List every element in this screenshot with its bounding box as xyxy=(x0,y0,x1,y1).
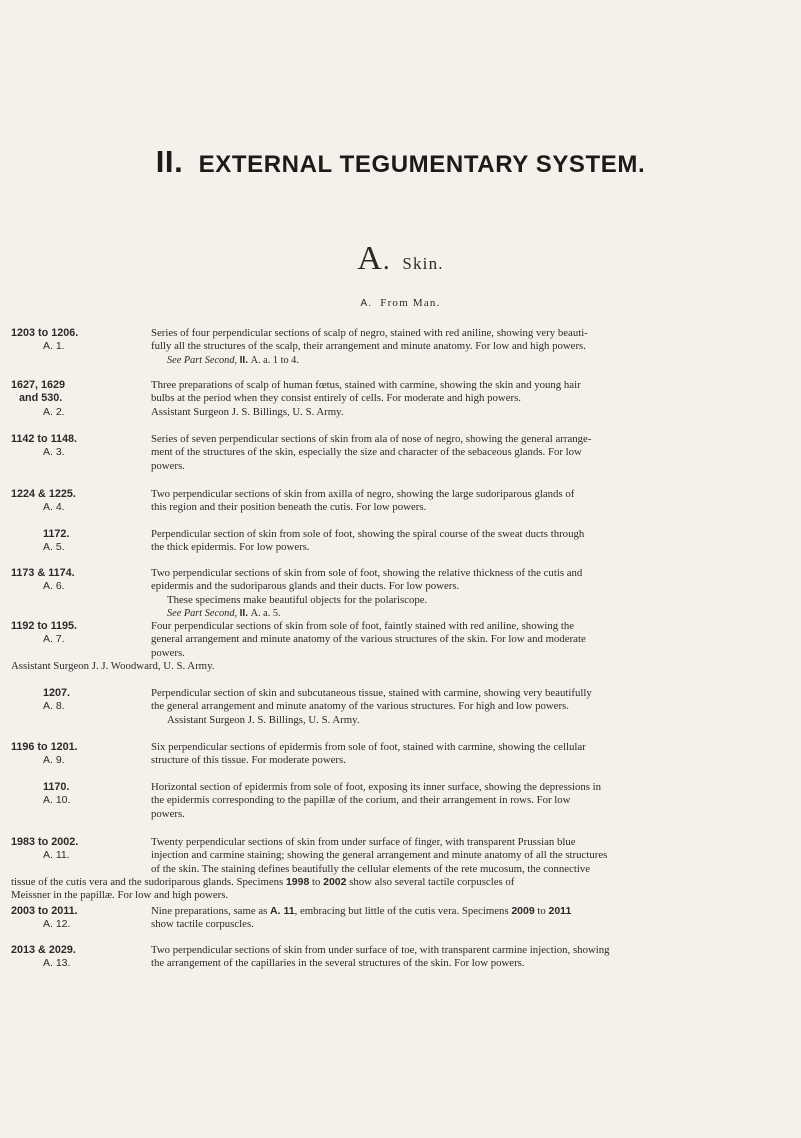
description-line: These specimens make beautiful objects for the polariscope. xyxy=(167,593,428,606)
entry-label xyxy=(11,528,151,555)
description-line: Six perpendicular sections of epidermis from sole of foot, stained with carmine, showing the cellular xyxy=(151,741,586,753)
specimen-ref: 1998 xyxy=(285,876,310,888)
catalogue-number: A. 6. xyxy=(43,580,65,593)
description-line: powers. xyxy=(151,646,185,659)
description-line: Two perpendicular sections of skin from under surface of toe, with transparent carmine injection, showing xyxy=(151,944,610,956)
entry-label xyxy=(11,781,151,808)
part-title xyxy=(0,144,801,180)
description-line: general arrangement and minute anatomy of the various structures of the skin. For low and moderate xyxy=(151,633,586,646)
specimen-numbers: and 530. xyxy=(19,392,63,405)
text-run: , embracing but little of the cutis vera. Specimens xyxy=(294,905,512,917)
specimen-numbers: 1172. xyxy=(43,528,70,540)
catalogue-number: A. 8. xyxy=(43,700,65,713)
entry-description xyxy=(151,944,787,971)
description-line: powers. xyxy=(151,459,185,472)
description-line: powers. xyxy=(151,807,185,820)
description-line: epidermis and the sudoriparous glands and their ducts. For low powers. xyxy=(151,580,460,593)
entry-description xyxy=(151,528,787,555)
entry-description xyxy=(151,488,787,515)
description-line: bulbs at the period when they consist entirely of cells. For moderate and high powers. xyxy=(151,392,522,405)
specimen-numbers: 1203 to 1206. xyxy=(11,327,79,339)
description-line: of the skin. The staining defines beautifully the cellular elements of the rete mucosum, the connective xyxy=(151,862,591,875)
entry-description xyxy=(151,620,787,660)
entry-description xyxy=(151,781,787,821)
entry-description xyxy=(151,687,787,727)
description-line: Series of seven perpendicular sections of skin from ala of nose of negro, showing the general arrange- xyxy=(151,433,592,445)
entry-label xyxy=(11,905,151,932)
specimen-numbers: 1627, 1629 xyxy=(11,379,66,391)
subsection-letter: A. xyxy=(360,298,373,309)
specimen-numbers: 2003 to 2011. xyxy=(11,905,78,917)
text-run: to xyxy=(534,905,549,917)
description-line: structure of this tissue. For moderate powers. xyxy=(151,754,346,767)
catalogue-number: A. 4. xyxy=(43,501,65,514)
entry-label xyxy=(11,433,151,460)
description-line: Assistant Surgeon J. S. Billings, U. S. Army. xyxy=(151,405,344,418)
section-dot: . xyxy=(382,245,391,275)
specimen-ref: 2002 xyxy=(323,876,347,888)
entry-label xyxy=(11,379,151,419)
description-line: injection and carmine staining; showing the general arrangement and minute anatomy of all the structures xyxy=(151,849,608,862)
description-line: Meissner in the papillæ. For low and high powers. xyxy=(11,889,229,902)
entry-description xyxy=(151,836,787,876)
catalogue-number: A. 12. xyxy=(43,918,71,931)
catalogue-ref: A. 11 xyxy=(270,905,295,917)
description-line: fully all the structures of the scalp, their arrangement and minute anatomy. For low and high powers. xyxy=(151,340,586,353)
part-numeral: II. xyxy=(155,144,184,179)
description-line: Two perpendicular sections of skin from sole of foot, showing the relative thickness of the cutis and xyxy=(151,567,583,579)
description-line: Perpendicular section of skin and subcutaneous tissue, stained with carmine, showing very beautifully xyxy=(151,687,592,699)
specimen-ref: 2009 xyxy=(511,905,535,917)
specimen-numbers: 1224 & 1225. xyxy=(11,488,76,500)
specimen-numbers: 1142 to 1148. xyxy=(11,433,78,445)
cross-reference xyxy=(151,607,787,620)
entry-label xyxy=(11,944,151,971)
catalogue-number: A. 10. xyxy=(43,794,71,807)
entry-label xyxy=(11,836,151,863)
text-run: Nine preparations, same as xyxy=(151,905,271,917)
catalogue-number: A. 3. xyxy=(43,446,65,459)
catalogue-number: A. 5. xyxy=(43,541,65,554)
description-line: Four perpendicular sections of skin from sole of foot, faintly stained with red aniline, showing the xyxy=(151,620,575,632)
catalogue-number: A. 9. xyxy=(43,754,65,767)
attribution-line: Assistant Surgeon J. J. Woodward, U. S. Army. xyxy=(11,660,215,672)
entry-label xyxy=(11,741,151,768)
specimen-numbers: 1983 to 2002. xyxy=(11,836,79,848)
section-letter: A xyxy=(357,240,383,277)
description-line: ment of the structures of the skin, especially the size and character of the sebaceous glands. For low xyxy=(151,446,582,459)
see-suffix: A. a. 1 to 4. xyxy=(250,354,299,366)
text-run: show also several tactile corpuscles of xyxy=(346,876,515,888)
entry-label xyxy=(11,488,151,515)
catalogue-number: A. 13. xyxy=(43,957,71,970)
see-prefix: See Part Second, xyxy=(167,354,238,366)
text-run: tissue of the cutis vera and the sudoriparous glands. Specimens xyxy=(11,876,286,888)
description-line: Perpendicular section of skin from sole of foot, showing the spiral course of the sweat ducts through xyxy=(151,528,585,540)
description-line: Series of four perpendicular sections of scalp of negro, stained with red aniline, showing very beauti- xyxy=(151,327,588,339)
specimen-numbers: 1173 & 1174. xyxy=(11,567,75,579)
entry-label xyxy=(11,567,151,594)
see-ref: II. xyxy=(239,354,248,366)
section-name: Skin. xyxy=(402,254,444,273)
description-line: Horizontal section of epidermis from sole of foot, exposing its inner surface, showing the depressions in xyxy=(151,781,602,793)
specimen-numbers: 2013 & 2029. xyxy=(11,944,76,956)
description-line: Twenty perpendicular sections of skin from under surface of finger, with transparent Prussian blue xyxy=(151,836,576,848)
entry-description xyxy=(151,741,787,768)
description-line: Assistant Surgeon J. S. Billings, U. S. Army. xyxy=(167,713,360,726)
entry-description xyxy=(151,567,787,621)
description-line: this region and their position beneath the cutis. For low powers. xyxy=(151,501,427,514)
description-line: the epidermis corresponding to the papillæ of the corium, and their arrangement in rows. For low xyxy=(151,794,571,807)
catalogue-number: A. 7. xyxy=(43,633,65,646)
see-ref: II. xyxy=(239,608,248,620)
description-line: the thick epidermis. For low powers. xyxy=(151,541,310,554)
part-title-text: EXTERNAL TEGUMENTARY SYSTEM. xyxy=(198,151,646,178)
catalogue-number: A. 1. xyxy=(43,340,65,353)
specimen-numbers: 1170. xyxy=(43,781,70,793)
entry-description xyxy=(151,379,787,419)
description-line: show tactile corpuscles. xyxy=(151,918,254,931)
specimen-ref: 2011 xyxy=(548,905,572,917)
entry-description xyxy=(151,327,787,367)
description-line: the general arrangement and minute anatomy of the various structures. For high and low powers. xyxy=(151,700,569,713)
specimen-numbers: 1196 to 1201. xyxy=(11,741,78,753)
description-line xyxy=(151,905,787,918)
catalogue-number: A. 11. xyxy=(43,849,70,862)
see-suffix: A. a. 5. xyxy=(250,608,281,620)
subsection-heading xyxy=(0,297,801,309)
description-line: Three preparations of scalp of human fœtus, stained with carmine, showing the skin and young hair xyxy=(151,379,581,391)
specimen-numbers: 1207. xyxy=(43,687,71,699)
subsection-name: From Man. xyxy=(380,297,441,309)
entry-description xyxy=(151,433,787,473)
entry-label xyxy=(11,687,151,714)
entry-description xyxy=(151,905,787,932)
catalogue-number: A. 2. xyxy=(43,405,65,418)
description-line xyxy=(11,876,791,889)
text-run: to xyxy=(309,876,324,888)
see-prefix: See Part Second, xyxy=(167,608,238,620)
entry-label xyxy=(11,620,151,647)
section-heading xyxy=(0,240,801,278)
cross-reference xyxy=(151,354,787,367)
description-line: Two perpendicular sections of skin from axilla of negro, showing the large sudoriparous glands of xyxy=(151,488,575,500)
entry-label xyxy=(11,327,151,354)
specimen-numbers: 1192 to 1195. xyxy=(11,620,78,632)
description-line: the arrangement of the capillaries in the several structures of the skin. For low powers. xyxy=(151,957,525,970)
